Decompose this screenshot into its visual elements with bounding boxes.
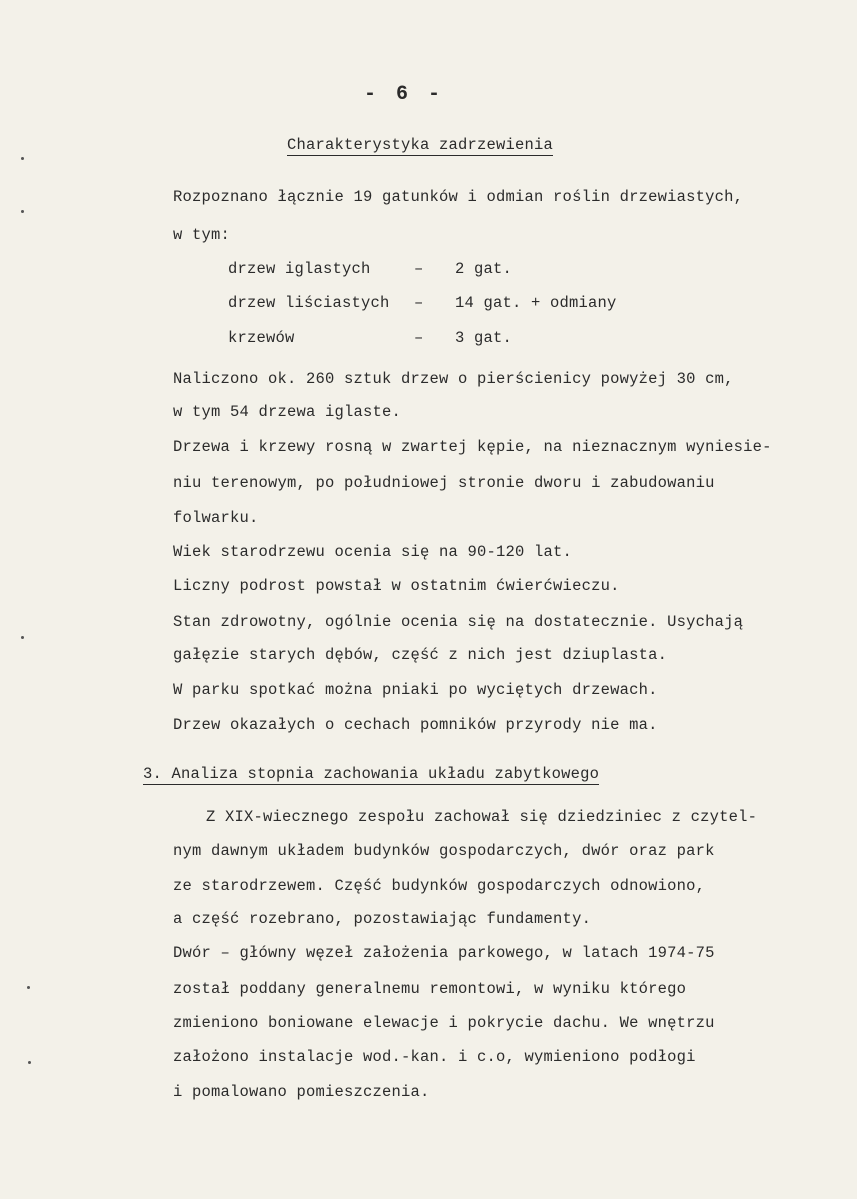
page-number: - 6 - xyxy=(364,83,445,106)
body-line: folwarku. xyxy=(173,509,259,527)
intro-line-2: w tym: xyxy=(173,226,231,244)
body-line: i pomalowano pomieszczenia. xyxy=(173,1083,430,1101)
body-line: został poddany generalnemu remontowi, w wyniku którego xyxy=(173,980,687,998)
margin-punch-mark xyxy=(28,1061,31,1064)
species-dash-shrubs: – xyxy=(414,329,424,347)
species-label-deciduous: drzew liściastych xyxy=(228,294,390,312)
body-line: zmieniono boniowane elewacje i pokrycie dachu. We wnętrzu xyxy=(173,1014,715,1032)
body-line: Liczny podrost powstał w ostatnim ćwierćwieczu. xyxy=(173,577,620,595)
body-line: Drzew okazałych o cechach pomników przyrody nie ma. xyxy=(173,716,658,734)
body-line: w tym 54 drzewa iglaste. xyxy=(173,403,402,421)
intro-line-1: Rozpoznano łącznie 19 gatunków i odmian roślin drzewiastych, xyxy=(173,188,744,206)
body-line: Stan zdrowotny, ogólnie ocenia się na dostatecznie. Usychają xyxy=(173,613,744,631)
species-dash-deciduous: – xyxy=(414,294,424,312)
species-value-conifers: 2 gat. xyxy=(455,260,513,278)
body-line: Naliczono ok. 260 sztuk drzew o pierścienicy powyżej 30 cm, xyxy=(173,370,734,388)
body-line: Z XIX-wiecznego zespołu zachował się dziedziniec z czytel- xyxy=(206,808,758,826)
body-line: niu terenowym, po południowej stronie dworu i zabudowaniu xyxy=(173,474,715,492)
section-title: Charakterystyka zadrzewienia xyxy=(287,136,554,154)
section-3-title: 3. Analiza stopnia zachowania układu zabytkowego xyxy=(143,765,600,783)
body-line: nym dawnym układem budynków gospodarczych, dwór oraz park xyxy=(173,842,715,860)
body-line: Drzewa i krzewy rosną w zwartej kępie, na nieznacznym wyniesie- xyxy=(173,438,772,456)
body-line: a część rozebrano, pozostawiając fundamenty. xyxy=(173,910,592,928)
species-label-shrubs: krzewów xyxy=(228,329,295,347)
body-line: Dwór – główny węzeł założenia parkowego, w latach 1974-75 xyxy=(173,944,715,962)
margin-punch-mark xyxy=(27,986,30,989)
species-label-conifers: drzew iglastych xyxy=(228,260,371,278)
body-line: gałęzie starych dębów, część z nich jest dziuplasta. xyxy=(173,646,668,664)
species-value-shrubs: 3 gat. xyxy=(455,329,513,347)
margin-punch-mark xyxy=(21,210,24,213)
body-line: W parku spotkać można pniaki po wyciętych drzewach. xyxy=(173,681,658,699)
margin-punch-mark xyxy=(21,157,24,160)
body-line: ze starodrzewem. Część budynków gospodarczych odnowiono, xyxy=(173,877,706,895)
body-line: Wiek starodrzewu ocenia się na 90-120 lat. xyxy=(173,543,573,561)
species-dash-conifers: – xyxy=(414,260,424,278)
body-line: założono instalacje wod.-kan. i c.o, wymieniono podłogi xyxy=(173,1048,696,1066)
margin-punch-mark xyxy=(21,636,24,639)
species-value-deciduous: 14 gat. + odmiany xyxy=(455,294,617,312)
